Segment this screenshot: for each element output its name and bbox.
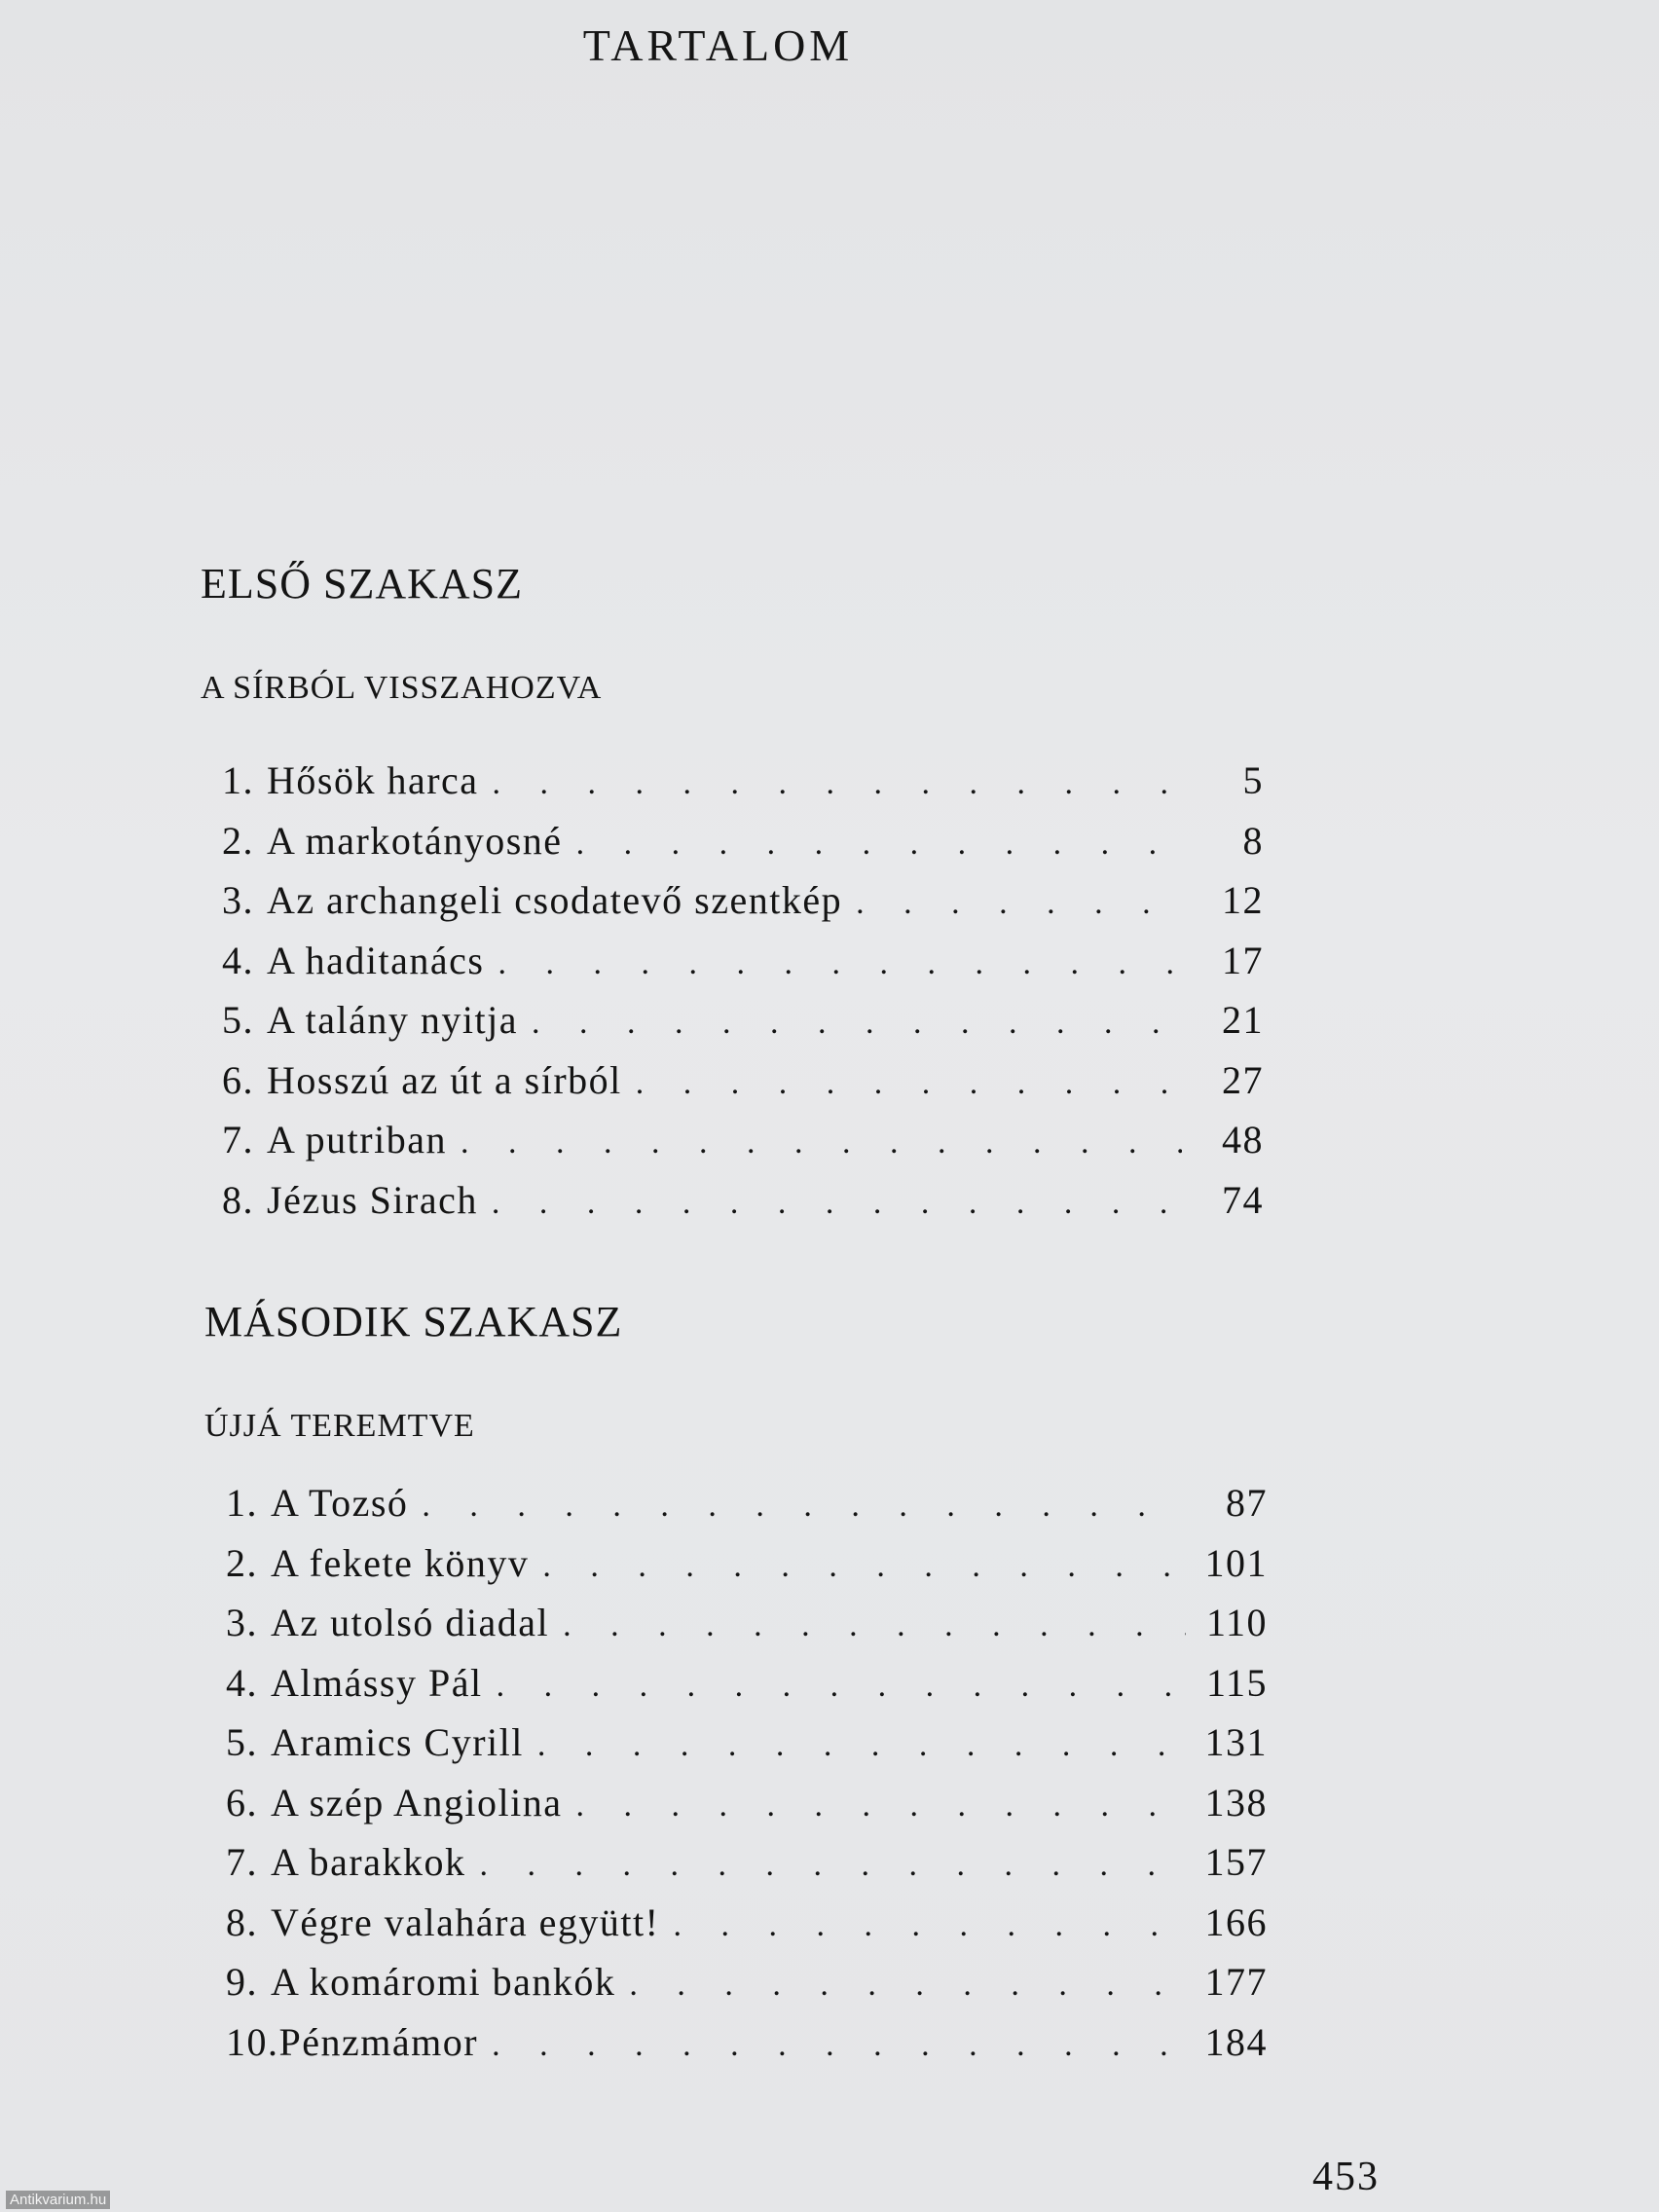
bleed-through-shadow	[876, 39, 1246, 292]
toc-entry[interactable]	[226, 1959, 1268, 2019]
dot-leader	[542, 1548, 1186, 1585]
toc-entry-number: 5.	[226, 1720, 258, 1764]
toc-entry-title: Végre valahára együtt!	[271, 1899, 660, 1944]
toc-entry-page: 48	[1222, 1118, 1264, 1161]
page-number: 453	[1312, 2155, 1380, 2199]
toc-entry[interactable]	[226, 1600, 1268, 1660]
watermark-text: Antikvarium.hu	[6, 2191, 110, 2209]
toc-entry-number: 5.	[222, 998, 254, 1042]
toc-entry-title: A fekete könyv	[271, 1540, 530, 1585]
toc-entry[interactable]	[222, 877, 1264, 938]
toc-entry-page: 12	[1222, 878, 1264, 922]
toc-entry-page: 27	[1222, 1057, 1264, 1102]
toc-entry-title: Hosszú az út a sírból	[267, 1057, 622, 1102]
toc-entry-number: 6.	[226, 1780, 258, 1825]
toc-entry-number: 2.	[222, 818, 254, 863]
toc-entry-number: 4.	[222, 938, 254, 982]
toc-entry-title: A haditanács	[267, 938, 485, 982]
toc-entry-page: 166	[1204, 1899, 1268, 1944]
toc-entry-page: 115	[1205, 1660, 1268, 1705]
dot-leader	[493, 765, 1182, 802]
dot-leader	[537, 1727, 1186, 1764]
toc-entry-number: 7.	[222, 1118, 254, 1161]
toc-entry[interactable]	[226, 1719, 1268, 1780]
toc-entry[interactable]	[226, 1780, 1268, 1840]
toc-entry-page: 87	[1226, 1481, 1268, 1525]
toc-list-second	[226, 1480, 1268, 2079]
subsection-title-second: ÚJJÁ TEREMTVE	[204, 1408, 475, 1444]
toc-entry-title: Pénzmámor	[278, 2019, 479, 2064]
toc-entry-title: A komáromi bankók	[271, 1960, 616, 2004]
toc-entry-number: 6.	[222, 1057, 254, 1102]
toc-list-first	[222, 757, 1264, 1236]
toc-entry[interactable]	[222, 1117, 1264, 1177]
dot-leader	[636, 1065, 1182, 1102]
toc-entry-page: 74	[1222, 1177, 1264, 1222]
dot-leader	[497, 1668, 1186, 1705]
toc-entry-title: Az utolsó diadal	[271, 1601, 550, 1644]
toc-entry-title: A putriban	[267, 1118, 447, 1161]
toc-entry-title: A barakkok	[271, 1840, 466, 1884]
toc-entry-title: Jézus Sirach	[267, 1177, 478, 1222]
toc-entry-number: 10.	[226, 2019, 279, 2064]
dot-leader	[498, 945, 1183, 982]
section-title-first: ELSŐ SZAKASZ	[201, 560, 524, 608]
dot-leader	[563, 1607, 1186, 1644]
toc-entry[interactable]	[226, 2019, 1268, 2080]
dot-leader	[461, 1124, 1182, 1161]
section-title-second: MÁSODIK SZAKASZ	[204, 1298, 623, 1346]
toc-entry[interactable]	[226, 1839, 1268, 1899]
toc-entry-title: A markotányosné	[267, 818, 563, 863]
toc-entry-title: A talány nyitja	[267, 998, 519, 1042]
dot-leader	[492, 1185, 1182, 1222]
dot-leader	[480, 1847, 1186, 1884]
dot-leader	[576, 826, 1182, 863]
dot-leader	[576, 1788, 1186, 1825]
toc-entry[interactable]	[222, 1057, 1264, 1118]
toc-entry-page: 184	[1204, 2019, 1268, 2064]
toc-entry[interactable]	[226, 1540, 1268, 1601]
toc-entry-number: 1.	[226, 1481, 258, 1525]
toc-entry[interactable]	[222, 938, 1264, 998]
toc-entry-title: Az archangeli csodatevő szentkép	[267, 878, 843, 922]
toc-entry[interactable]	[222, 818, 1264, 878]
toc-entry-page: 157	[1204, 1840, 1268, 1884]
toc-entry-page: 131	[1204, 1720, 1268, 1764]
toc-entry[interactable]	[222, 757, 1264, 818]
dot-leader	[629, 1967, 1186, 2004]
toc-entry-number: 4.	[226, 1660, 258, 1705]
page-title: TARTALOM	[582, 20, 854, 70]
toc-entry-page: 21	[1222, 998, 1264, 1042]
toc-entry-page: 177	[1204, 1960, 1268, 2004]
dot-leader	[532, 1005, 1182, 1042]
dot-leader	[422, 1488, 1186, 1525]
toc-entry-page: 5	[1242, 758, 1264, 802]
toc-entry-number: 8.	[222, 1177, 254, 1222]
toc-entry-page: 8	[1242, 818, 1264, 863]
dot-leader	[856, 885, 1182, 922]
toc-entry[interactable]	[222, 997, 1264, 1057]
toc-entry-number: 7.	[226, 1840, 258, 1884]
toc-entry-number: 3.	[222, 878, 254, 922]
toc-entry[interactable]	[226, 1899, 1268, 1960]
toc-entry-title: A Tozsó	[271, 1481, 409, 1525]
toc-entry-number: 1.	[222, 758, 254, 802]
toc-entry-page: 101	[1204, 1540, 1268, 1585]
toc-entry-title: A szép Angiolina	[271, 1780, 563, 1825]
toc-entry-title: Hősök harca	[267, 758, 479, 802]
toc-entry[interactable]	[226, 1660, 1268, 1720]
toc-entry-page: 17	[1222, 938, 1264, 982]
dot-leader	[492, 2027, 1186, 2064]
toc-entry[interactable]	[226, 1480, 1268, 1540]
toc-entry[interactable]	[222, 1177, 1264, 1237]
toc-entry-number: 3.	[226, 1601, 258, 1644]
subsection-title-first: A SÍRBÓL VISSZAHOZVA	[201, 670, 603, 706]
toc-entry-page: 138	[1204, 1780, 1268, 1825]
toc-entry-title: Aramics Cyrill	[271, 1720, 524, 1764]
toc-entry-title: Almássy Pál	[271, 1660, 483, 1705]
toc-entry-page: 110	[1205, 1601, 1268, 1644]
toc-entry-number: 2.	[226, 1540, 258, 1585]
toc-entry-number: 8.	[226, 1899, 258, 1944]
dot-leader	[673, 1907, 1186, 1944]
toc-entry-number: 9.	[226, 1960, 258, 2004]
